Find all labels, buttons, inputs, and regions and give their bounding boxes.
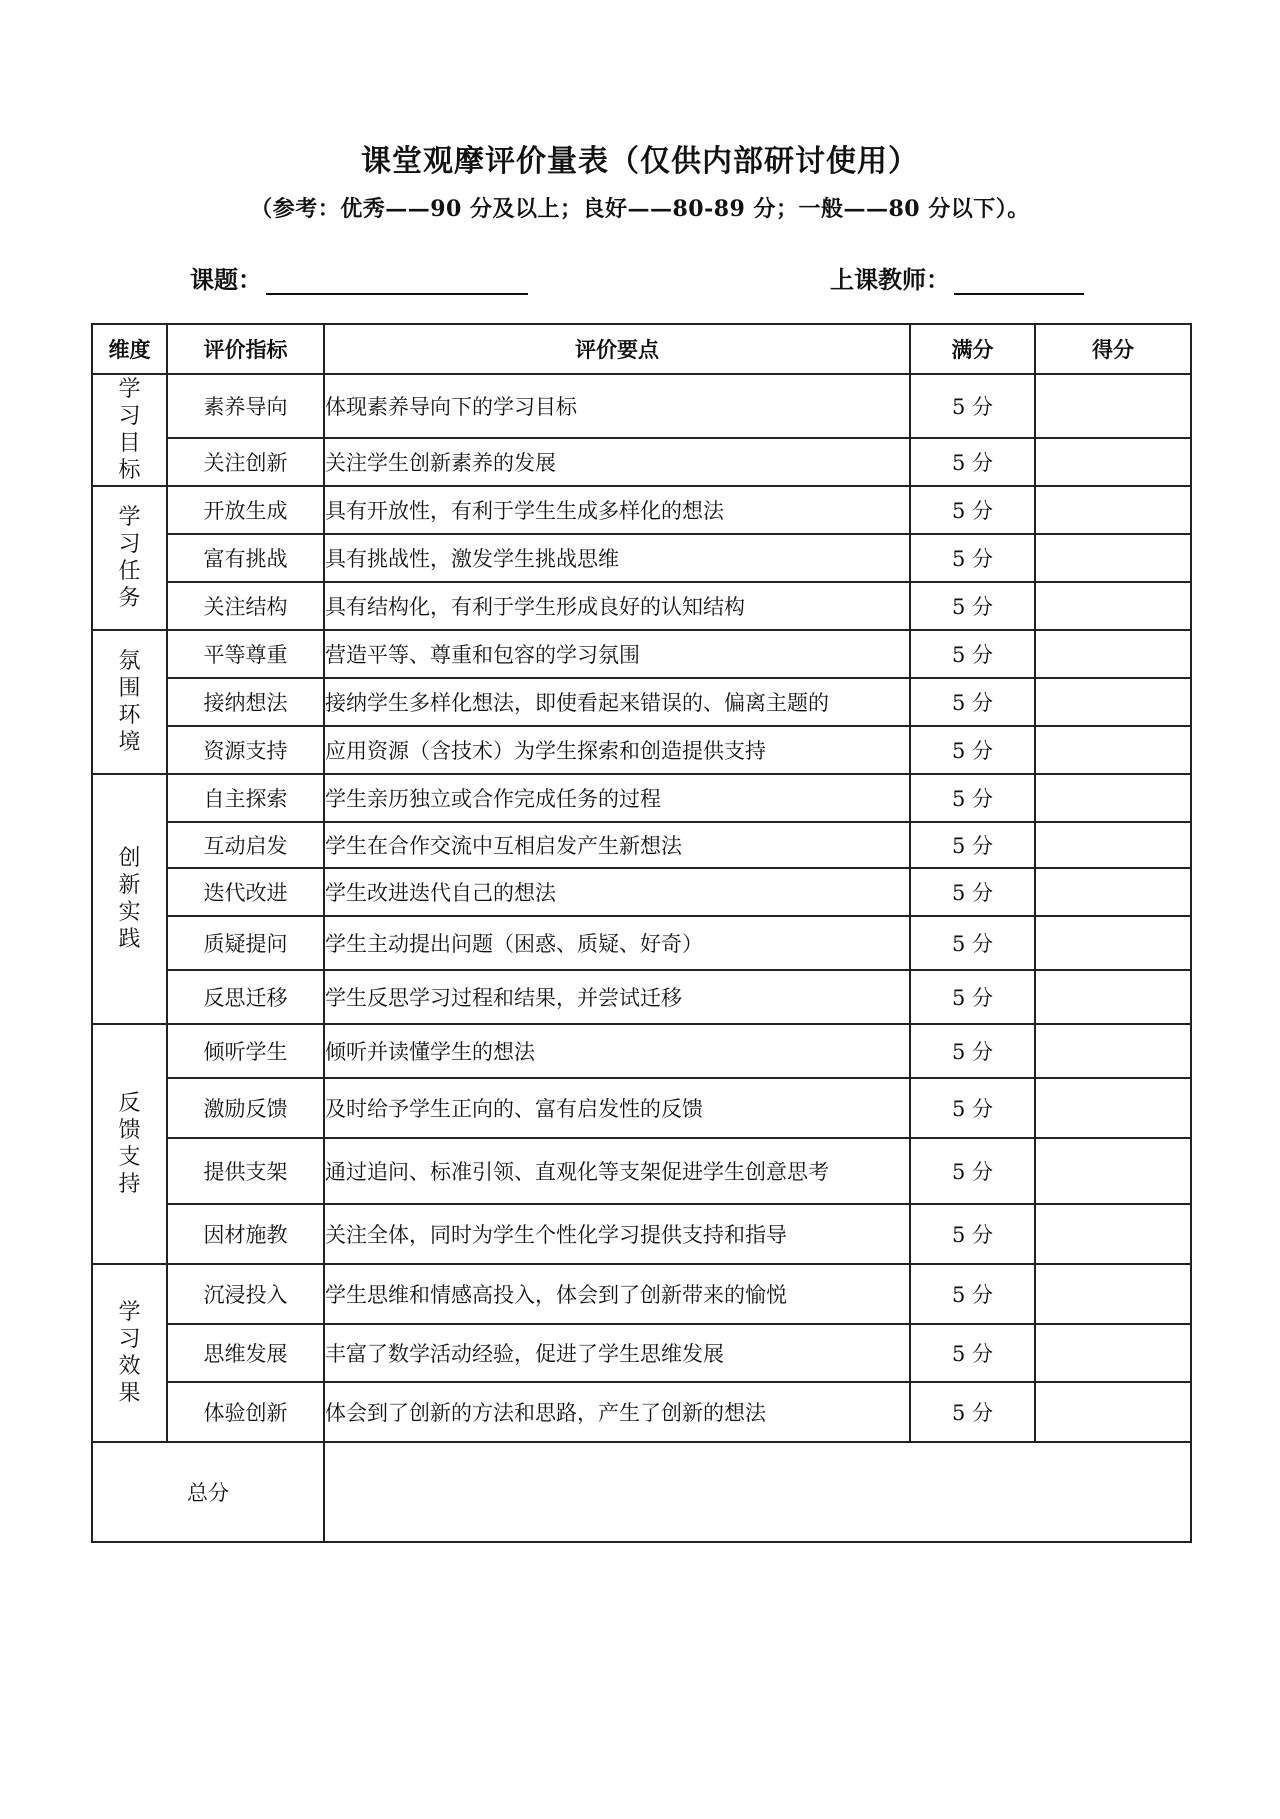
dimension-cell xyxy=(92,1264,167,1442)
score-cell[interactable] xyxy=(1035,726,1191,774)
full-score-cell: 5 分 xyxy=(910,630,1035,678)
indicator-cell: 迭代改进 xyxy=(167,868,324,916)
table-row xyxy=(92,534,1191,582)
score-cell[interactable] xyxy=(1035,1382,1191,1442)
header-point: 评价要点 xyxy=(324,324,910,374)
full-score-cell: 5 分 xyxy=(910,1264,1035,1324)
indicator-cell: 互动启发 xyxy=(167,822,324,868)
indicator-cell: 质疑提问 xyxy=(167,916,324,970)
dimension-label: 学习任务 xyxy=(118,505,141,611)
teacher-blank[interactable] xyxy=(954,267,1084,295)
table-row xyxy=(92,1078,1191,1138)
score-cell[interactable] xyxy=(1035,1264,1191,1324)
topic-label: 课题： xyxy=(190,265,262,294)
point-cell: 学生主动提出问题（困惑、质疑、好奇） xyxy=(324,916,910,970)
table-row xyxy=(92,678,1191,726)
dimension-label: 氛围环境 xyxy=(118,649,141,755)
table-row xyxy=(92,1204,1191,1264)
score-cell[interactable] xyxy=(1035,438,1191,486)
indicator-cell: 平等尊重 xyxy=(167,630,324,678)
indicator-cell: 体验创新 xyxy=(167,1382,324,1442)
table-row xyxy=(92,1324,1191,1382)
dimension-cell xyxy=(92,630,167,774)
score-cell[interactable] xyxy=(1035,1078,1191,1138)
indicator-cell: 素养导向 xyxy=(167,374,324,438)
table-row xyxy=(92,868,1191,916)
score-cell[interactable] xyxy=(1035,1204,1191,1264)
point-cell: 学生在合作交流中互相启发产生新想法 xyxy=(324,822,910,868)
dimension-label: 反馈支持 xyxy=(118,1091,141,1197)
table-row xyxy=(92,1138,1191,1204)
header-indicator: 评价指标 xyxy=(167,324,324,374)
total-row xyxy=(92,1442,1191,1542)
point-cell: 学生思维和情感高投入，体会到了创新带来的愉悦 xyxy=(324,1264,910,1324)
score-cell[interactable] xyxy=(1035,1138,1191,1204)
full-score-cell: 5 分 xyxy=(910,374,1035,438)
topic-field xyxy=(190,260,528,295)
score-cell[interactable] xyxy=(1035,916,1191,970)
dimension-label: 创新实践 xyxy=(118,846,141,952)
total-score-cell[interactable] xyxy=(324,1442,1191,1542)
evaluation-table xyxy=(91,323,1192,1543)
table-header-row xyxy=(92,324,1191,374)
full-score-cell: 5 分 xyxy=(910,1024,1035,1078)
score-cell[interactable] xyxy=(1035,582,1191,630)
point-cell: 营造平等、尊重和包容的学习氛围 xyxy=(324,630,910,678)
full-score-cell: 5 分 xyxy=(910,1382,1035,1442)
indicator-cell: 思维发展 xyxy=(167,1324,324,1382)
indicator-cell: 反思迁移 xyxy=(167,970,324,1024)
table-row xyxy=(92,822,1191,868)
page-title: 课堂观摩评价量表（仅供内部研讨使用） xyxy=(361,144,919,179)
score-cell[interactable] xyxy=(1035,822,1191,868)
point-cell: 及时给予学生正向的、富有启发性的反馈 xyxy=(324,1078,910,1138)
score-cell[interactable] xyxy=(1035,630,1191,678)
total-label: 总分 xyxy=(92,1442,324,1542)
point-cell: 关注学生创新素养的发展 xyxy=(324,438,910,486)
table-row xyxy=(92,374,1191,438)
point-cell: 体现素养导向下的学习目标 xyxy=(324,374,910,438)
dimension-label: 学习目标 xyxy=(118,377,141,483)
dimension-cell xyxy=(92,486,167,630)
topic-blank[interactable] xyxy=(266,267,528,295)
table-row xyxy=(92,1264,1191,1324)
teacher-label: 上课教师： xyxy=(830,265,950,294)
indicator-cell: 自主探索 xyxy=(167,774,324,822)
point-cell: 应用资源（含技术）为学生探索和创造提供支持 xyxy=(324,726,910,774)
full-score-cell: 5 分 xyxy=(910,1324,1035,1382)
score-cell[interactable] xyxy=(1035,486,1191,534)
full-score-cell: 5 分 xyxy=(910,868,1035,916)
indicator-cell: 关注创新 xyxy=(167,438,324,486)
dimension-cell xyxy=(92,374,167,486)
table-row xyxy=(92,774,1191,822)
score-cell[interactable] xyxy=(1035,970,1191,1024)
indicator-cell: 激励反馈 xyxy=(167,1078,324,1138)
table-row xyxy=(92,916,1191,970)
point-cell: 体会到了创新的方法和思路，产生了创新的想法 xyxy=(324,1382,910,1442)
full-score-cell: 5 分 xyxy=(910,438,1035,486)
point-cell: 学生反思学习过程和结果，并尝试迁移 xyxy=(324,970,910,1024)
point-cell: 具有开放性，有利于学生生成多样化的想法 xyxy=(324,486,910,534)
table-row xyxy=(92,438,1191,486)
indicator-cell: 开放生成 xyxy=(167,486,324,534)
score-cell[interactable] xyxy=(1035,868,1191,916)
score-cell[interactable] xyxy=(1035,1324,1191,1382)
point-cell: 接纳学生多样化想法，即使看起来错误的、偏离主题的 xyxy=(324,678,910,726)
full-score-cell: 5 分 xyxy=(910,1078,1035,1138)
indicator-cell: 接纳想法 xyxy=(167,678,324,726)
header-score: 得分 xyxy=(1035,324,1191,374)
grading-reference: （参考：优秀——90 分及以上；良好——80-89 分；一般——80 分以下）。 xyxy=(250,196,1030,222)
full-score-cell: 5 分 xyxy=(910,534,1035,582)
point-cell: 通过追问、标准引领、直观化等支架促进学生创意思考 xyxy=(324,1138,910,1204)
point-cell: 丰富了数学活动经验，促进了学生思维发展 xyxy=(324,1324,910,1382)
table-row xyxy=(92,486,1191,534)
score-cell[interactable] xyxy=(1035,678,1191,726)
header-dimension: 维度 xyxy=(92,324,167,374)
full-score-cell: 5 分 xyxy=(910,486,1035,534)
full-score-cell: 5 分 xyxy=(910,970,1035,1024)
point-cell: 具有结构化，有利于学生形成良好的认知结构 xyxy=(324,582,910,630)
teacher-field xyxy=(830,260,1084,295)
full-score-cell: 5 分 xyxy=(910,1138,1035,1204)
point-cell: 学生改进迭代自己的想法 xyxy=(324,868,910,916)
full-score-cell: 5 分 xyxy=(910,582,1035,630)
point-cell: 倾听并读懂学生的想法 xyxy=(324,1024,910,1078)
indicator-cell: 因材施教 xyxy=(167,1204,324,1264)
point-cell: 具有挑战性，激发学生挑战思维 xyxy=(324,534,910,582)
point-cell: 学生亲历独立或合作完成任务的过程 xyxy=(324,774,910,822)
dimension-label: 学习效果 xyxy=(118,1300,141,1406)
point-cell: 关注全体，同时为学生个性化学习提供支持和指导 xyxy=(324,1204,910,1264)
score-cell[interactable] xyxy=(1035,534,1191,582)
indicator-cell: 提供支架 xyxy=(167,1138,324,1204)
full-score-cell: 5 分 xyxy=(910,916,1035,970)
full-score-cell: 5 分 xyxy=(910,774,1035,822)
table-row xyxy=(92,582,1191,630)
score-cell[interactable] xyxy=(1035,774,1191,822)
form-fields xyxy=(0,260,1280,300)
full-score-cell: 5 分 xyxy=(910,678,1035,726)
full-score-cell: 5 分 xyxy=(910,726,1035,774)
table-row xyxy=(92,630,1191,678)
score-cell[interactable] xyxy=(1035,1024,1191,1078)
table-row xyxy=(92,726,1191,774)
table-row xyxy=(92,1382,1191,1442)
indicator-cell: 资源支持 xyxy=(167,726,324,774)
indicator-cell: 富有挑战 xyxy=(167,534,324,582)
full-score-cell: 5 分 xyxy=(910,822,1035,868)
score-cell[interactable] xyxy=(1035,374,1191,438)
table-row xyxy=(92,1024,1191,1078)
indicator-cell: 关注结构 xyxy=(167,582,324,630)
table-row xyxy=(92,970,1191,1024)
indicator-cell: 沉浸投入 xyxy=(167,1264,324,1324)
header-full-score: 满分 xyxy=(910,324,1035,374)
full-score-cell: 5 分 xyxy=(910,1204,1035,1264)
dimension-cell xyxy=(92,774,167,1024)
dimension-cell xyxy=(92,1024,167,1264)
indicator-cell: 倾听学生 xyxy=(167,1024,324,1078)
